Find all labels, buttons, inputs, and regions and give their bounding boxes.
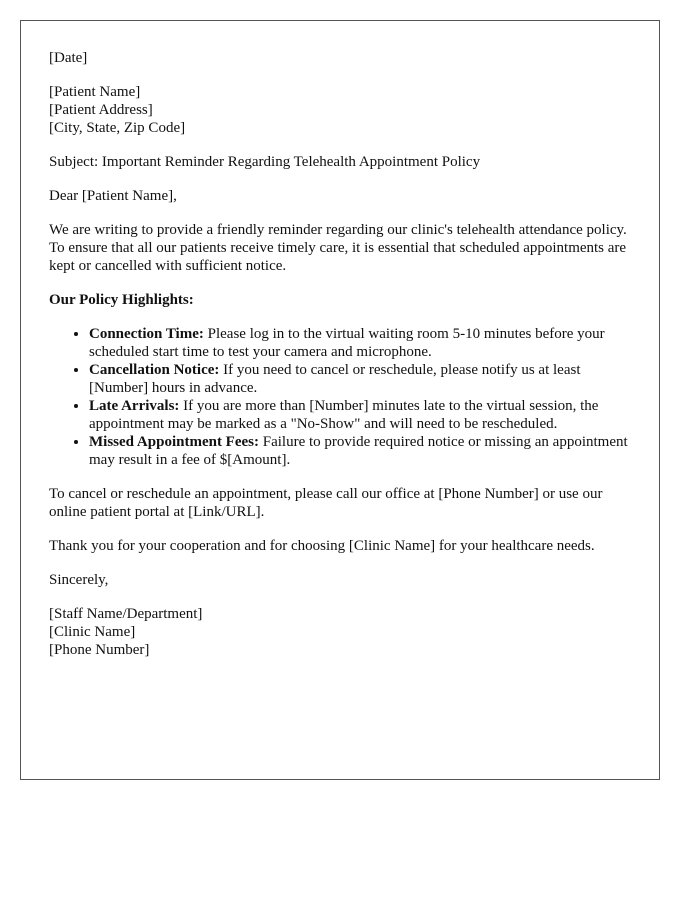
letter-subject: Subject: Important Reminder Regarding Telehealth Appointment Policy (49, 154, 481, 170)
signature-clinic: [Clinic Name] (49, 624, 136, 640)
reschedule-info: To cancel or reschedule an appointment, please call our office at [Phone Number] or use our online patient portal at [Link/URL]. (49, 486, 603, 520)
signature-staff: [Staff Name/Department] (49, 606, 203, 622)
recipient-address: [Patient Address] (49, 102, 153, 118)
policy-item-label: Late Arrivals: (89, 398, 180, 414)
letter-salutation: Dear [Patient Name], (49, 188, 177, 204)
policy-item-cancellation-notice (89, 361, 631, 397)
policy-item-connection-time (89, 325, 631, 361)
letter-page (20, 20, 660, 780)
policy-item-late-arrivals (89, 397, 631, 433)
recipient-name: [Patient Name] (49, 84, 141, 100)
signature-block (49, 605, 631, 659)
thank-you-line: Thank you for your cooperation and for choosing [Clinic Name] for your healthcare needs. (49, 538, 595, 554)
letter-date: [Date] (49, 50, 88, 66)
signature-phone: [Phone Number] (49, 642, 150, 658)
policy-item-text: If you are more than [Number] minutes late to the virtual session, the appointment may be marked as a "No-Show" and will need to be rescheduled. (89, 398, 599, 432)
policy-item-label: Missed Appointment Fees: (89, 434, 259, 450)
recipient-block (49, 83, 631, 137)
letter-closing: Sincerely, (49, 572, 109, 588)
policy-item-label: Connection Time: (89, 326, 204, 342)
policy-item-text: Please log in to the virtual waiting room 5-10 minutes before your scheduled start time to test your camera and microphone. (89, 326, 605, 360)
policy-item-missed-fees (89, 433, 631, 469)
policy-item-text: If you need to cancel or reschedule, please notify us at least [Number] hours in advance. (89, 362, 581, 396)
policy-item-text: Failure to provide required notice or missing an appointment may result in a fee of $[Amount]. (89, 434, 628, 468)
letter-intro: We are writing to provide a friendly reminder regarding our clinic's telehealth attendance policy. To ensure that all our patients receive timely care, it is essential that scheduled appointments are kept or cancelled with sufficient notice. (49, 222, 627, 274)
policy-list (49, 325, 631, 469)
policy-item-label: Cancellation Notice: (89, 362, 220, 378)
policy-heading: Our Policy Highlights: (49, 292, 194, 308)
recipient-city-state-zip: [City, State, Zip Code] (49, 120, 186, 136)
